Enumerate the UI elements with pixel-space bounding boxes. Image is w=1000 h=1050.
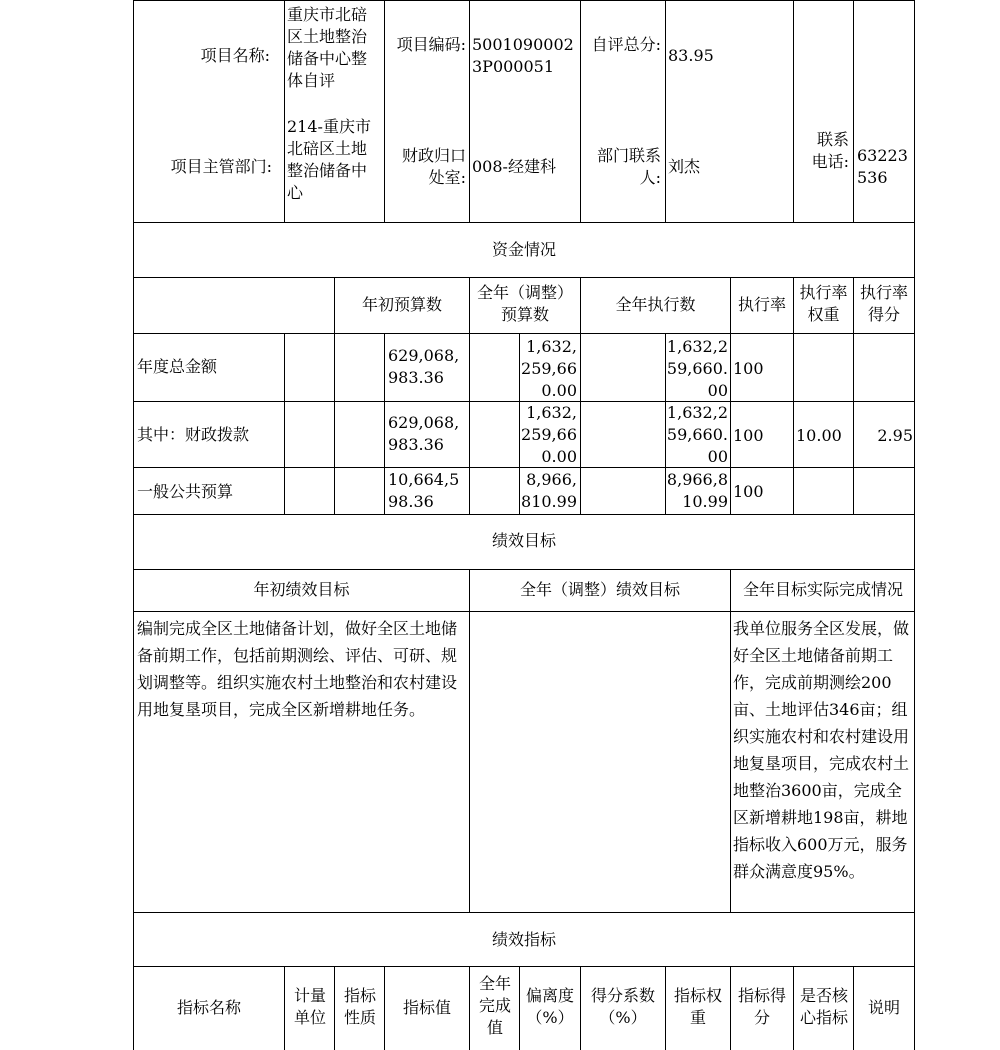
funds-row-label: 年度总金额 bbox=[137, 357, 218, 376]
funds-section-title: 资金情况 bbox=[491, 240, 556, 259]
funds-row-label: 一般公共预算 bbox=[137, 482, 234, 501]
grid-line bbox=[665, 0, 666, 222]
grid-line bbox=[853, 0, 854, 222]
col-nature: 指标性质 bbox=[343, 986, 376, 1027]
grid-line bbox=[469, 569, 470, 912]
grid-line bbox=[580, 966, 581, 1050]
grid-line bbox=[665, 966, 666, 1050]
grid-line bbox=[133, 333, 915, 334]
grid-line bbox=[853, 333, 854, 514]
col-completed-value: 全年完成值 bbox=[478, 974, 511, 1037]
grid-line bbox=[469, 333, 470, 514]
grid-line bbox=[133, 277, 915, 278]
col-adjusted-goal: 全年（调整）绩效目标 bbox=[519, 580, 680, 599]
funds-row-weight: 10.00 bbox=[796, 426, 842, 445]
project-name-label: 项目名称: bbox=[200, 46, 270, 65]
grid-line bbox=[519, 966, 520, 1050]
funds-row-executed: 8,966,810.99 bbox=[666, 470, 728, 511]
col-initial-budget: 年初预算数 bbox=[361, 295, 442, 314]
col-unit: 计量单位 bbox=[293, 986, 326, 1027]
grid-line bbox=[133, 611, 915, 612]
project-code-value: 50010900023P000051 bbox=[472, 35, 574, 76]
funds-row-rate: 100 bbox=[733, 426, 764, 445]
contact-label: 部门联系人: bbox=[596, 146, 661, 187]
col-indicator-name: 指标名称 bbox=[176, 998, 241, 1017]
col-executed: 全年执行数 bbox=[615, 295, 696, 314]
grid-line bbox=[133, 0, 134, 1050]
goals-section-title: 绩效目标 bbox=[491, 531, 556, 550]
grid-line bbox=[793, 966, 794, 1050]
grid-line bbox=[580, 0, 581, 222]
grid-line bbox=[133, 966, 915, 967]
grid-line bbox=[793, 0, 794, 222]
phone-value: 63223536 bbox=[857, 146, 908, 187]
grid-line bbox=[384, 333, 385, 514]
grid-line bbox=[284, 333, 285, 514]
funds-row-initial: 10,664,598.36 bbox=[388, 470, 460, 511]
funds-row-executed: 1,632,259,660.00 bbox=[666, 403, 728, 466]
grid-line bbox=[133, 912, 915, 913]
funds-row-adjusted: 8,966,810.99 bbox=[521, 470, 577, 511]
dept-value: 214-重庆市北碚区土地整治储备中心 bbox=[287, 117, 371, 202]
col-target-value: 指标值 bbox=[402, 998, 451, 1017]
finance-office-value: 008-经建科 bbox=[472, 157, 556, 176]
col-score-coefficient: 得分系数（%） bbox=[590, 986, 655, 1027]
grid-line bbox=[914, 0, 915, 1050]
funds-row-adjusted: 1,632,259,660.00 bbox=[521, 403, 577, 466]
actual-completion-text: 我单位服务全区发展，做好全区土地储备前期工作，完成前期测绘200亩、土地评估346亩；组织实施农村和农村建设用地复垦项目，完成农村土地整治3600亩，完成全区新增耕地198亩，耕地指标收入600万元，服务群众满意度95%。 bbox=[733, 619, 910, 881]
col-rate-score: 执行率得分 bbox=[859, 283, 908, 324]
col-indicator-score: 指标得分 bbox=[737, 986, 786, 1027]
grid-line bbox=[284, 966, 285, 1050]
col-indicator-weight: 指标权重 bbox=[673, 986, 722, 1027]
grid-line bbox=[133, 222, 915, 223]
col-actual-completion: 全年目标实际完成情况 bbox=[742, 580, 903, 599]
grid-line bbox=[133, 0, 915, 1]
self-score-value: 83.95 bbox=[668, 46, 714, 65]
finance-office-label: 财政归口处室: bbox=[401, 146, 466, 187]
funds-row-rate: 100 bbox=[733, 359, 764, 378]
col-deviation: 偏离度（%） bbox=[525, 986, 574, 1027]
grid-line bbox=[334, 966, 335, 1050]
project-code-label: 项目编码: bbox=[396, 35, 466, 54]
grid-line bbox=[284, 0, 285, 222]
grid-line bbox=[133, 514, 915, 515]
grid-line bbox=[334, 333, 335, 514]
funds-row-label: 其中：财政拨款 bbox=[137, 425, 250, 444]
contact-value: 刘杰 bbox=[668, 157, 701, 176]
indicators-section-title: 绩效指标 bbox=[491, 930, 556, 949]
funds-row-initial: 629,068,983.36 bbox=[388, 346, 460, 387]
col-rate-weight: 执行率权重 bbox=[799, 283, 848, 324]
grid-line bbox=[469, 966, 470, 1050]
grid-line bbox=[469, 0, 470, 222]
dept-label: 项目主管部门: bbox=[170, 157, 272, 176]
col-initial-goal: 年初绩效目标 bbox=[253, 580, 350, 599]
col-adjusted-budget: 全年（调整）预算数 bbox=[476, 283, 573, 324]
self-score-label: 自评总分: bbox=[591, 35, 661, 54]
phone-label: 联系电话: bbox=[811, 130, 849, 171]
funds-row-executed: 1,632,259,660.00 bbox=[666, 337, 728, 400]
col-remarks: 说明 bbox=[867, 998, 900, 1017]
project-name-value: 重庆市北碚区土地整治储备中心整体自评 bbox=[287, 5, 368, 90]
funds-row-adjusted: 1,632,259,660.00 bbox=[521, 337, 577, 400]
grid-line bbox=[730, 569, 731, 912]
initial-goal-text: 编制完成全区土地储备计划，做好全区土地储备前期工作，包括前期测绘、评估、可研、规划调整等。组织实施农村土地整治和农村建设用地复垦项目，完成全区新增耕地任务。 bbox=[137, 619, 458, 719]
col-is-core: 是否核心指标 bbox=[799, 986, 848, 1027]
grid-line bbox=[730, 966, 731, 1050]
funds-row-score: 2.95 bbox=[877, 426, 913, 445]
grid-line bbox=[384, 0, 385, 222]
grid-line bbox=[793, 333, 794, 514]
funds-row-initial: 629,068,983.36 bbox=[388, 413, 460, 454]
col-rate: 执行率 bbox=[737, 295, 786, 314]
grid-line bbox=[469, 277, 470, 333]
funds-row-rate: 100 bbox=[733, 482, 764, 501]
grid-line bbox=[133, 569, 915, 570]
grid-line bbox=[580, 333, 581, 514]
grid-line bbox=[730, 333, 731, 514]
